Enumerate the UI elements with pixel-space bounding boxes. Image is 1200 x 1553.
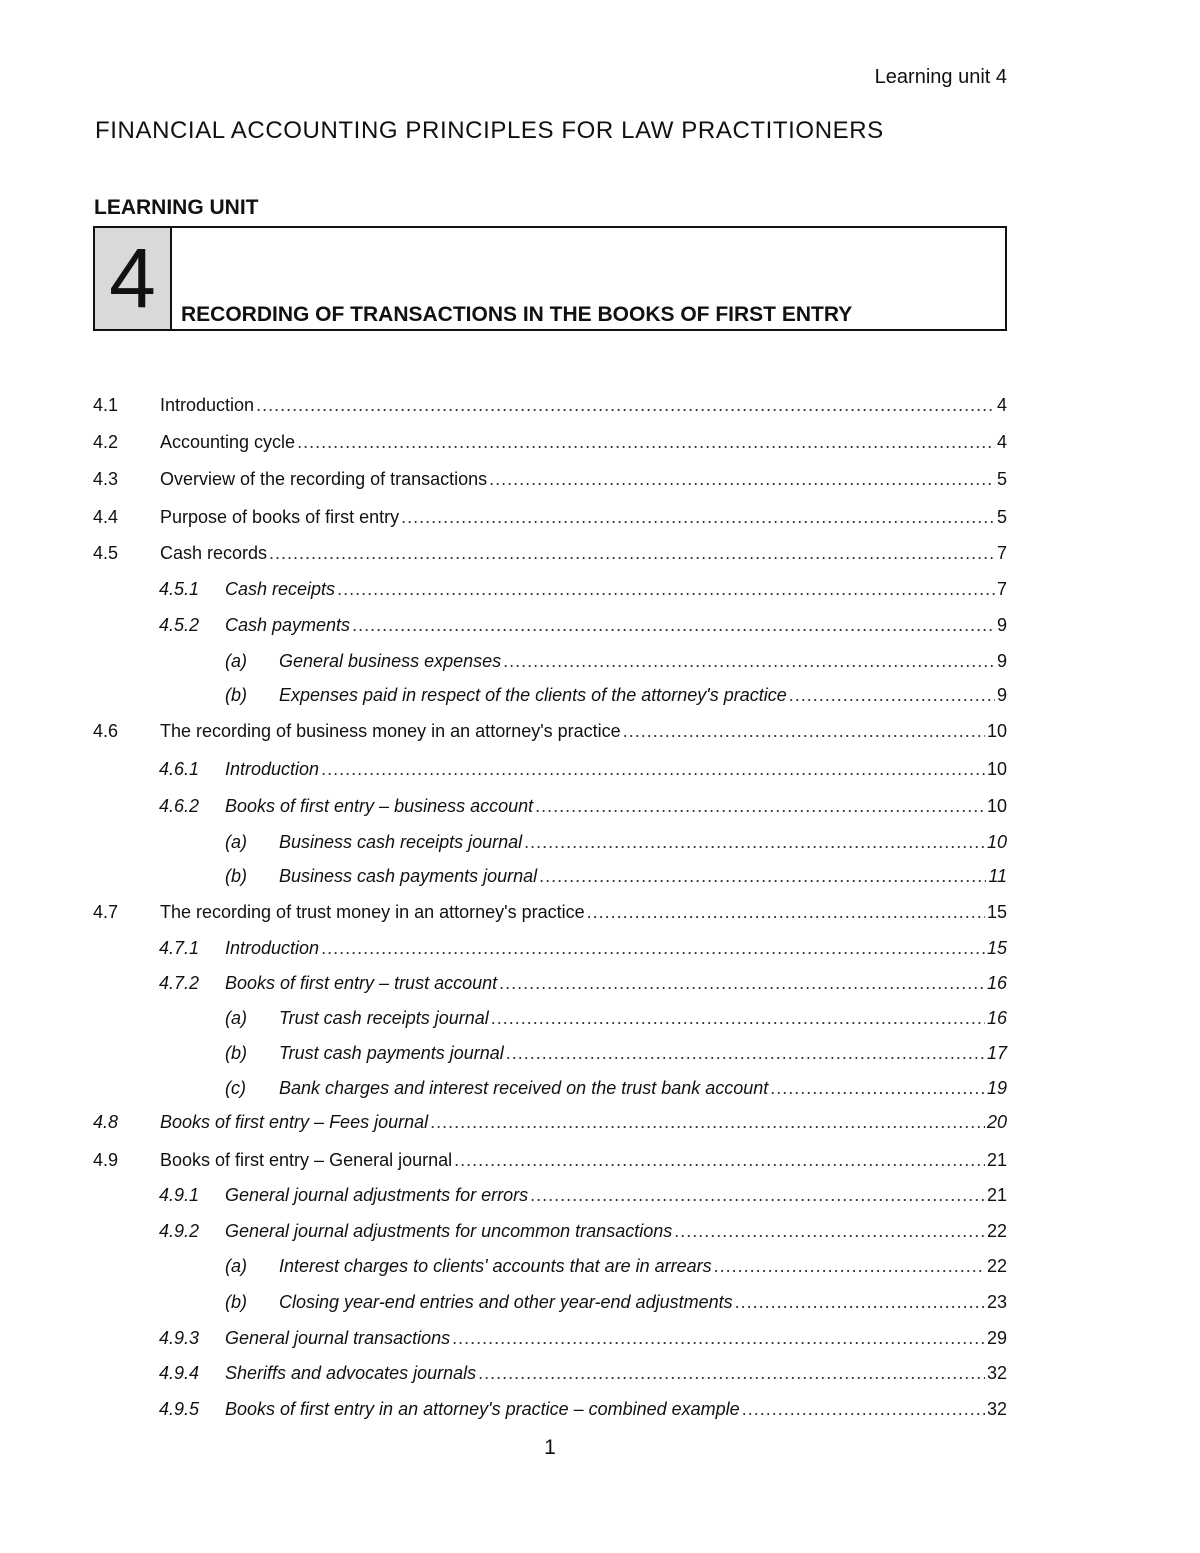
- toc-entry[interactable]: [93, 899, 1007, 925]
- toc-entry-line: [279, 1005, 1007, 1031]
- document-title: FINANCIAL ACCOUNTING PRINCIPLES FOR LAW PRACTITIONERS: [95, 117, 884, 144]
- toc-dot-leader: [478, 1360, 985, 1386]
- toc-entry[interactable]: [93, 793, 1007, 819]
- toc-entry-line: [225, 1325, 1007, 1351]
- toc-entry-line: [225, 793, 1007, 819]
- toc-entry[interactable]: [93, 648, 1007, 674]
- toc-entry-line: [279, 1075, 1007, 1101]
- toc-dot-leader: [321, 935, 985, 961]
- toc-entry-line: [225, 756, 1007, 782]
- toc-entry-line: [279, 648, 1007, 674]
- toc-entry-title: Books of first entry – business account: [225, 796, 534, 816]
- toc-entry-number: 4.6: [93, 721, 119, 741]
- toc-entry[interactable]: [93, 970, 1007, 996]
- toc-entry-number: (b): [225, 866, 247, 886]
- toc-dot-leader: [337, 576, 995, 602]
- toc-entry-line: [225, 576, 1007, 602]
- toc-entry-title: Introduction: [225, 938, 320, 958]
- toc-entry-title: Closing year-end entries and other year-end adjustments: [279, 1292, 733, 1312]
- toc-dot-leader: [491, 1005, 985, 1031]
- toc-entry[interactable]: [93, 429, 1007, 455]
- toc-entry-line: [225, 612, 1007, 638]
- toc-entry-page: 4: [996, 395, 1007, 415]
- toc-dot-leader: [714, 1253, 985, 1279]
- toc-entry-title: Bank charges and interest received on the trust bank account: [279, 1078, 769, 1098]
- toc-entry-line: [279, 1253, 1007, 1279]
- learning-unit-label: LEARNING UNIT: [94, 196, 259, 219]
- toc-entry-line: [279, 829, 1007, 855]
- toc-entry-number: 4.2: [93, 432, 119, 452]
- toc-entry-page: 21: [986, 1150, 1007, 1170]
- learning-unit-box: [93, 226, 1007, 331]
- toc-entry-title: Introduction: [160, 395, 255, 415]
- toc-entry-number: 4.6.1: [159, 759, 200, 779]
- toc-entry-title: Books of first entry in an attorney's practice – combined example: [225, 1399, 740, 1419]
- toc-entry-page: 16: [986, 1008, 1007, 1028]
- toc-entry-page: 22: [986, 1256, 1007, 1276]
- toc-entry[interactable]: [93, 935, 1007, 961]
- toc-entry-title: Interest charges to clients' accounts that are in arrears: [279, 1256, 712, 1276]
- toc-entry-page: 15: [986, 902, 1007, 922]
- toc-entry-number: 4.6.2: [159, 796, 200, 816]
- toc-dot-leader: [587, 899, 985, 925]
- toc-entry[interactable]: [93, 1040, 1007, 1066]
- toc-dot-leader: [770, 1075, 985, 1101]
- toc-entry-number: 4.1: [93, 395, 119, 415]
- toc-entry-page: 10: [986, 796, 1007, 816]
- toc-entry-title: Trust cash receipts journal: [279, 1008, 489, 1028]
- toc-dot-leader: [789, 682, 995, 708]
- toc-entry-line: [160, 1109, 1007, 1135]
- toc-entry-title: Cash payments: [225, 615, 351, 635]
- toc-entry-number: 4.5.1: [159, 579, 200, 599]
- toc-entry[interactable]: [93, 1253, 1007, 1279]
- running-head: Learning unit 4: [874, 66, 1007, 88]
- toc-entry[interactable]: [93, 1325, 1007, 1351]
- toc-entry-page: 21: [986, 1185, 1007, 1205]
- toc-entry-title: The recording of business money in an attorney's practice: [160, 721, 621, 741]
- toc-entry-number: 4.5: [93, 543, 119, 563]
- toc-dot-leader: [503, 648, 995, 674]
- learning-unit-number: 4: [95, 228, 172, 329]
- toc-entry-line: [225, 1396, 1007, 1422]
- toc-dot-leader: [499, 970, 985, 996]
- toc-entry-line: [225, 1182, 1007, 1208]
- toc-dot-leader: [506, 1040, 985, 1066]
- toc-entry[interactable]: [93, 1289, 1007, 1315]
- toc-dot-leader: [269, 540, 995, 566]
- toc-dot-leader: [623, 718, 985, 744]
- toc-entry[interactable]: [93, 756, 1007, 782]
- toc-entry-page: 11: [988, 866, 1007, 886]
- toc-entry-page: 7: [996, 543, 1007, 563]
- toc-dot-leader: [452, 1325, 985, 1351]
- toc-entry[interactable]: [93, 718, 1007, 744]
- toc-dot-leader: [401, 504, 995, 530]
- toc-entry-line: [225, 970, 1007, 996]
- toc-entry-page: 17: [986, 1043, 1007, 1063]
- toc-entry-number: 4.7.2: [159, 973, 200, 993]
- toc-entry-title: General business expenses: [279, 651, 502, 671]
- toc-entry-number: 4.9: [93, 1150, 119, 1170]
- toc-entry[interactable]: [93, 1147, 1007, 1173]
- toc-entry-line: [160, 466, 1007, 492]
- toc-dot-leader: [454, 1147, 985, 1173]
- toc-dot-leader: [321, 756, 985, 782]
- toc-dot-leader: [530, 1182, 985, 1208]
- toc-entry-title: Expenses paid in respect of the clients of the attorney's practice: [279, 685, 787, 705]
- toc-entry-page: 22: [986, 1221, 1007, 1241]
- toc-entry-number: (a): [225, 1256, 247, 1276]
- toc-entry-number: (a): [225, 1008, 247, 1028]
- toc-entry-line: [279, 1040, 1007, 1066]
- toc-entry-line: [160, 429, 1007, 455]
- toc-entry-number: (a): [225, 651, 247, 671]
- toc-entry-number: 4.9.2: [159, 1221, 200, 1241]
- toc-entry-page: 32: [986, 1399, 1007, 1419]
- toc-entry[interactable]: [93, 1109, 1007, 1135]
- toc-entry-line: [279, 682, 1007, 708]
- toc-dot-leader: [524, 829, 985, 855]
- toc-entry-number: 4.3: [93, 469, 119, 489]
- toc-entry[interactable]: [93, 504, 1007, 530]
- toc-entry-title: Books of first entry – trust account: [225, 973, 498, 993]
- toc-entry[interactable]: [93, 466, 1007, 492]
- toc-dot-leader: [539, 863, 986, 889]
- toc-entry-title: Introduction: [225, 759, 320, 779]
- toc-entry-page: 32: [986, 1363, 1007, 1383]
- toc-entry-page: 10: [986, 759, 1007, 779]
- toc-entry-page: 10: [986, 721, 1007, 741]
- toc-entry-title: Business cash receipts journal: [279, 832, 523, 852]
- toc-entry-title: Purpose of books of first entry: [160, 507, 400, 527]
- toc-dot-leader: [742, 1396, 985, 1422]
- toc-entry[interactable]: [93, 1396, 1007, 1422]
- toc-entry-title: Cash records: [160, 543, 268, 563]
- toc-entry-title: Cash receipts: [225, 579, 336, 599]
- toc-entry[interactable]: [93, 540, 1007, 566]
- toc-entry-number: (c): [225, 1078, 246, 1098]
- toc-dot-leader: [674, 1218, 985, 1244]
- learning-unit-heading: RECORDING OF TRANSACTIONS IN THE BOOKS OF FIRST ENTRY: [181, 303, 853, 326]
- toc-entry-page: 29: [986, 1328, 1007, 1348]
- toc-entry-page: 7: [996, 579, 1007, 599]
- toc-entry-page: 4: [996, 432, 1007, 452]
- toc-entry[interactable]: [93, 1075, 1007, 1101]
- toc-entry-line: [160, 718, 1007, 744]
- toc-entry[interactable]: [93, 1218, 1007, 1244]
- toc-entry-title: Accounting cycle: [160, 432, 296, 452]
- toc-dot-leader: [430, 1109, 985, 1135]
- toc-dot-leader: [297, 429, 995, 455]
- toc-entry-page: 20: [986, 1112, 1007, 1132]
- toc-entry-page: 5: [996, 507, 1007, 527]
- toc-entry-title: Books of first entry – Fees journal: [160, 1112, 429, 1132]
- toc-entry-number: 4.9.3: [159, 1328, 200, 1348]
- toc-entry[interactable]: [93, 1182, 1007, 1208]
- toc-entry[interactable]: [93, 1005, 1007, 1031]
- toc-entry-page: 9: [996, 685, 1007, 705]
- toc-entry-page: 16: [986, 973, 1007, 993]
- toc-entry-line: [279, 1289, 1007, 1315]
- toc-entry-number: 4.9.5: [159, 1399, 200, 1419]
- toc-entry-line: [225, 1360, 1007, 1386]
- toc-entry[interactable]: [93, 392, 1007, 418]
- toc-entry[interactable]: [93, 612, 1007, 638]
- toc-entry-title: Books of first entry – General journal: [160, 1150, 453, 1170]
- toc-entry-line: [160, 392, 1007, 418]
- toc-entry-page: 9: [996, 651, 1007, 671]
- toc-entry[interactable]: [93, 576, 1007, 602]
- toc-entry-line: [160, 504, 1007, 530]
- toc-entry-number: 4.9.4: [159, 1363, 200, 1383]
- toc-entry-title: Overview of the recording of transactions: [160, 469, 488, 489]
- toc-dot-leader: [256, 392, 995, 418]
- toc-entry-page: 15: [986, 938, 1007, 958]
- toc-entry-title: Sheriffs and advocates journals: [225, 1363, 477, 1383]
- toc-entry-line: [160, 1147, 1007, 1173]
- toc-dot-leader: [352, 612, 995, 638]
- toc-entry-page: 10: [986, 832, 1007, 852]
- toc-entry-line: [160, 899, 1007, 925]
- toc-entry-number: 4.7.1: [159, 938, 200, 958]
- page-number: 1: [544, 1436, 556, 1459]
- toc-entry[interactable]: [93, 829, 1007, 855]
- toc-entry-number: (b): [225, 685, 247, 705]
- toc-dot-leader: [535, 793, 985, 819]
- toc-entry[interactable]: [93, 863, 1007, 889]
- toc-entry-line: [225, 935, 1007, 961]
- toc-entry-number: 4.7: [93, 902, 119, 922]
- toc-entry-number: (b): [225, 1292, 247, 1312]
- toc-entry-title: General journal adjustments for errors: [225, 1185, 529, 1205]
- toc-entry-title: Business cash payments journal: [279, 866, 538, 886]
- toc-entry-title: General journal adjustments for uncommon transactions: [225, 1221, 673, 1241]
- toc-entry[interactable]: [93, 682, 1007, 708]
- toc-entry[interactable]: [93, 1360, 1007, 1386]
- toc-entry-page: 19: [986, 1078, 1007, 1098]
- toc-entry-page: 5: [996, 469, 1007, 489]
- toc-entry-page: 23: [986, 1292, 1007, 1312]
- toc-entry-title: General journal transactions: [225, 1328, 451, 1348]
- toc-entry-number: 4.5.2: [159, 615, 200, 635]
- toc-entry-number: (a): [225, 832, 247, 852]
- toc-entry-line: [225, 1218, 1007, 1244]
- toc-entry-title: Trust cash payments journal: [279, 1043, 504, 1063]
- toc-dot-leader: [735, 1289, 985, 1315]
- toc-entry-title: The recording of trust money in an attorney's practice: [160, 902, 585, 922]
- toc-entry-number: 4.4: [93, 507, 119, 527]
- toc-entry-line: [160, 540, 1007, 566]
- toc-entry-number: 4.8: [93, 1112, 119, 1132]
- toc-entry-page: 9: [996, 615, 1007, 635]
- toc-entry-number: 4.9.1: [159, 1185, 200, 1205]
- toc-dot-leader: [489, 466, 995, 492]
- toc-entry-line: [279, 863, 1007, 889]
- toc-entry-number: (b): [225, 1043, 247, 1063]
